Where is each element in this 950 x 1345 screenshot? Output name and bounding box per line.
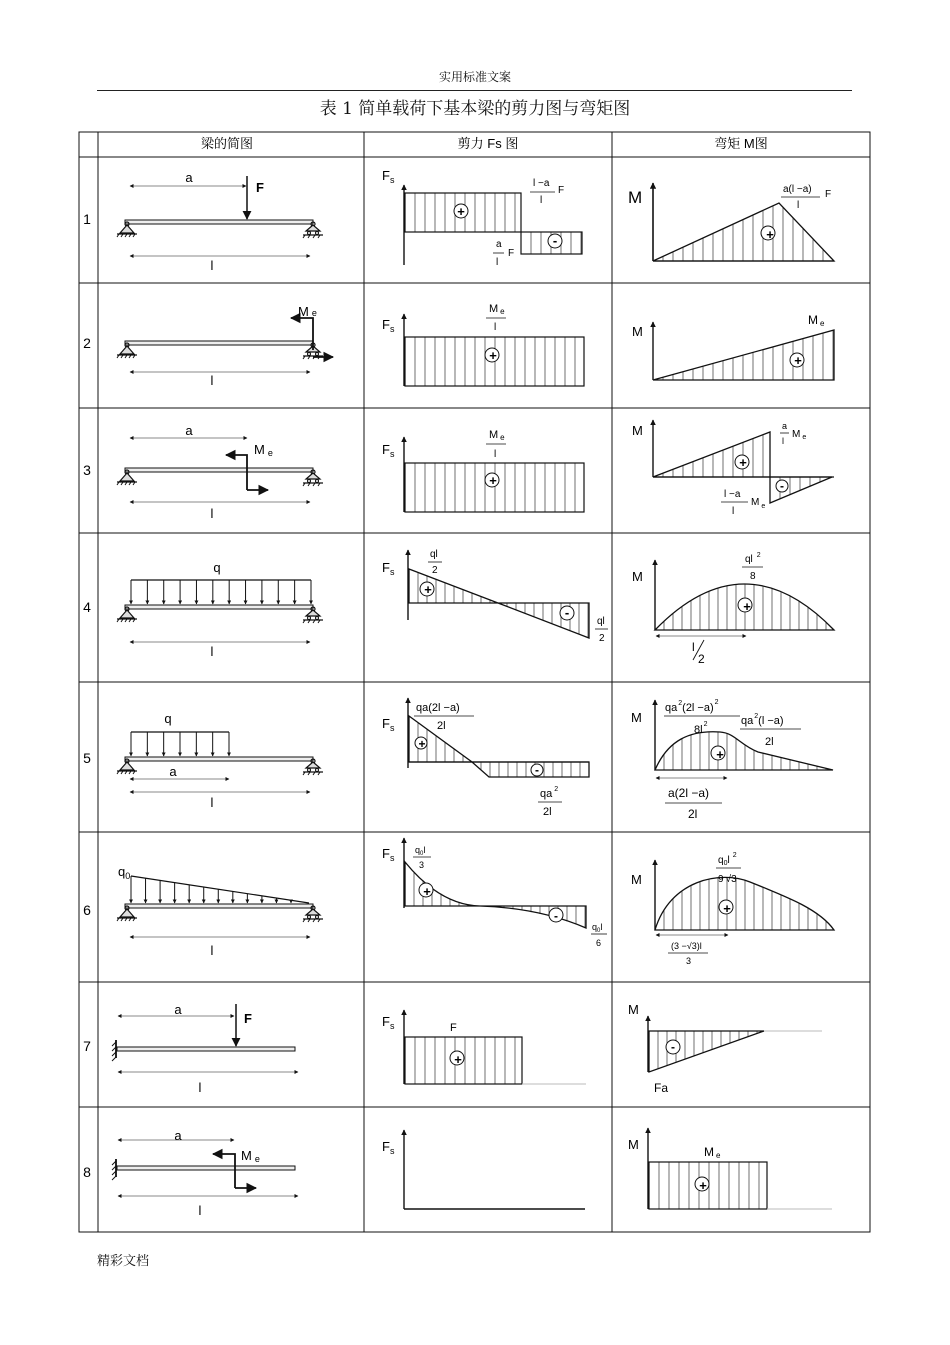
col-header-beam: 梁的简图 [200,136,254,151]
svg-text:2: 2 [698,652,705,666]
col-header-moment: 弯矩 M图 [714,136,768,151]
svg-text:ql: ql [597,616,605,627]
row-7-beam-diagram [112,1002,298,1095]
beam [125,757,313,761]
row-number: 3 [83,462,91,478]
svg-text:Me: M e [489,303,505,316]
svg-text:2: 2 [432,565,438,576]
svg-text:3: 3 [686,956,692,966]
beam [125,220,313,224]
axis-label: $F_s$ [382,317,395,334]
row-3-shear-diagram [382,429,584,512]
dim-l-label: l [210,506,214,521]
svg-text:Fa: Fa [654,1081,669,1095]
svg-text:+: + [489,473,497,488]
cantilever-beam [117,1047,295,1051]
row-8-moment-diagram [628,1128,832,1209]
dim-a-label: a [185,423,193,438]
row-4-beam-diagram [117,560,323,659]
row-7-moment-diagram [628,1002,822,1095]
axis-label: $F_s$ [382,1014,395,1031]
row-number: 6 [83,902,91,918]
svg-text:a: a [782,421,788,431]
svg-text:qa2(l −a): $qa^2(l -a)$ [741,713,784,727]
svg-text:Me: M $_e$ [792,429,807,441]
svg-text:l: l [494,322,497,333]
row-number: 1 [83,211,91,227]
fixed-support [112,1159,116,1180]
svg-text:-: - [535,763,539,777]
svg-text:l −a: l −a [724,489,741,500]
svg-text:M: M [628,1137,639,1152]
svg-text:l: l [732,506,735,517]
svg-text:+: + [716,747,724,762]
dim-l-label: l [210,258,214,273]
svg-text:-: - [671,1040,675,1054]
row-5-shear-diagram [382,698,589,818]
dim-l-label: l [210,373,214,388]
row-2-moment-diagram [632,313,834,380]
table-grid [79,132,870,1232]
svg-text:ql: ql [430,549,438,560]
load-q-label: q [213,560,221,575]
col-header-shear: 剪力 Fs 图 [457,136,519,151]
svg-text:l: l [692,640,695,654]
load-q-label: q [164,711,172,726]
svg-text:+: + [423,884,431,899]
row-7-shear-diagram [382,1010,586,1084]
svg-text:8l2: $8l^2$ [694,721,708,736]
row-8-shear-diagram [382,1130,585,1209]
dim-l-label: l [210,644,214,659]
svg-text:qa(2l −a): qa(2l −a) [416,702,460,714]
svg-text:F: F [450,1022,457,1034]
svg-text:Me: M $_e$ [751,497,766,510]
row-8-beam-diagram [112,1128,298,1218]
moment-me-label: M e [241,1148,260,1164]
svg-text:F: F [558,185,565,196]
svg-text:M: M [631,710,642,725]
row-number: 2 [83,335,91,351]
svg-text:M: M [632,423,643,438]
row-number: 7 [83,1038,91,1054]
svg-text:qa2(2l −a)2: $qa^2(2l -a)^2$ [665,699,719,714]
force-f-label: F [244,1011,252,1026]
dim-l-label: l [210,943,214,958]
page-header: 实用标准文案 [438,70,511,84]
row-3-beam-diagram [117,423,323,521]
svg-text:Me: Me [704,1145,721,1160]
svg-text:qa2: qa $^2$ [540,786,559,800]
svg-text:8: 8 [750,571,756,582]
axis-label: $F_s$ [382,560,395,577]
load-q0-label: $q_0$ [118,864,131,881]
svg-text:M: M [628,188,643,207]
axis-label: $F_s$ [382,1139,395,1156]
row-5-moment-diagram [631,699,833,821]
svg-text:3: 3 [419,860,425,870]
beam [125,904,313,908]
svg-text:+: + [766,227,774,242]
svg-text:ql2: ql $^2$ [745,552,761,565]
row-number: 8 [83,1164,91,1180]
dim-l-label: l [198,1203,202,1218]
svg-text:2: 2 [599,633,605,644]
beam [125,468,313,472]
svg-text:-: - [554,909,558,923]
axis-label: $F_s$ [382,168,395,185]
svg-text:+: + [723,901,731,916]
dim-l-label: l [198,1080,202,1095]
svg-text:q0l: $q_0l$ [592,922,603,934]
dim-l-label: l [210,795,214,810]
svg-text:q0l2: $q_0l$ $^2$ [718,852,737,867]
svg-text:+: + [489,348,497,363]
svg-text:M: M [631,872,642,887]
svg-text:2l: 2l [765,736,774,748]
row-1-beam-diagram [117,170,323,273]
beam [125,605,313,609]
row-number: 5 [83,750,91,766]
svg-text:l: l [540,195,543,206]
row-4-moment-diagram [632,552,834,666]
moment-me-label: M e [298,304,317,319]
svg-text:Me: Me [808,313,825,328]
svg-text:+: + [418,737,426,751]
moment-me-label: M e [254,442,273,458]
svg-text:+: + [794,353,802,368]
axis-label: $F_s$ [382,716,395,733]
row-6-beam-diagram [117,864,323,958]
page-footer: 精彩文档 [97,1254,150,1269]
row-6-moment-diagram [631,852,834,966]
svg-text:F: F [825,189,832,200]
svg-text:+: + [457,204,465,219]
svg-text:+: + [454,1052,462,1067]
svg-text:-: - [564,605,570,620]
svg-text:2l: 2l [437,720,446,732]
svg-text:M: M [628,1002,639,1017]
svg-text:a(l −a): a(l −a) [783,184,812,195]
fixed-support [112,1040,116,1061]
svg-text:M: M [632,569,643,584]
svg-text:l: l [797,200,800,211]
row-5-beam-diagram [117,711,323,810]
svg-text:+: + [699,1178,707,1193]
svg-text:(3 −√3)l: (3 −√3)l [671,941,702,951]
svg-text:-: - [552,233,558,248]
beam [125,341,313,345]
dim-a-label: a [169,764,177,779]
row-number: 4 [83,599,91,615]
svg-text:6: 6 [596,938,602,948]
svg-text:+: + [424,582,432,597]
svg-text:l −a: l −a [533,178,550,189]
row-1-shear-diagram [382,168,582,268]
row-6-shear-diagram [382,838,607,948]
axis-label: $F_s$ [382,846,395,863]
svg-text:M: M [632,324,643,339]
svg-text:2l: 2l [543,806,552,818]
svg-text:l: l [494,449,497,460]
table-title: 表 1 简单载荷下基本梁的剪力图与弯矩图 [319,99,631,119]
dim-a-label: a [185,170,193,185]
row-4-shear-diagram [382,549,608,644]
svg-text:+: + [739,455,747,470]
row-2-shear-diagram [382,303,584,386]
svg-text:9√3: 9 √3 [718,874,737,885]
axis-label: $F_s$ [382,442,395,459]
svg-text:Me: M e [489,429,505,442]
svg-text:l: l [496,257,499,268]
svg-text:a: a [496,239,502,250]
cantilever-beam [117,1166,295,1170]
dim-a-label: a [174,1002,182,1017]
force-f-label: F [256,180,264,195]
svg-text:q0l: $q_0l$ [415,845,426,857]
row-3-moment-diagram [632,420,834,517]
row-2-beam-diagram [117,304,333,388]
svg-text:2l: 2l [688,807,698,821]
svg-text:l: l [782,436,784,446]
svg-text:+: + [743,599,751,614]
row-1-moment-diagram [628,183,834,261]
svg-text:-: - [780,479,784,493]
dim-a-label: a [174,1128,182,1143]
svg-text:a(2l −a): a(2l −a) [668,786,710,800]
svg-text:F: F [508,248,515,259]
